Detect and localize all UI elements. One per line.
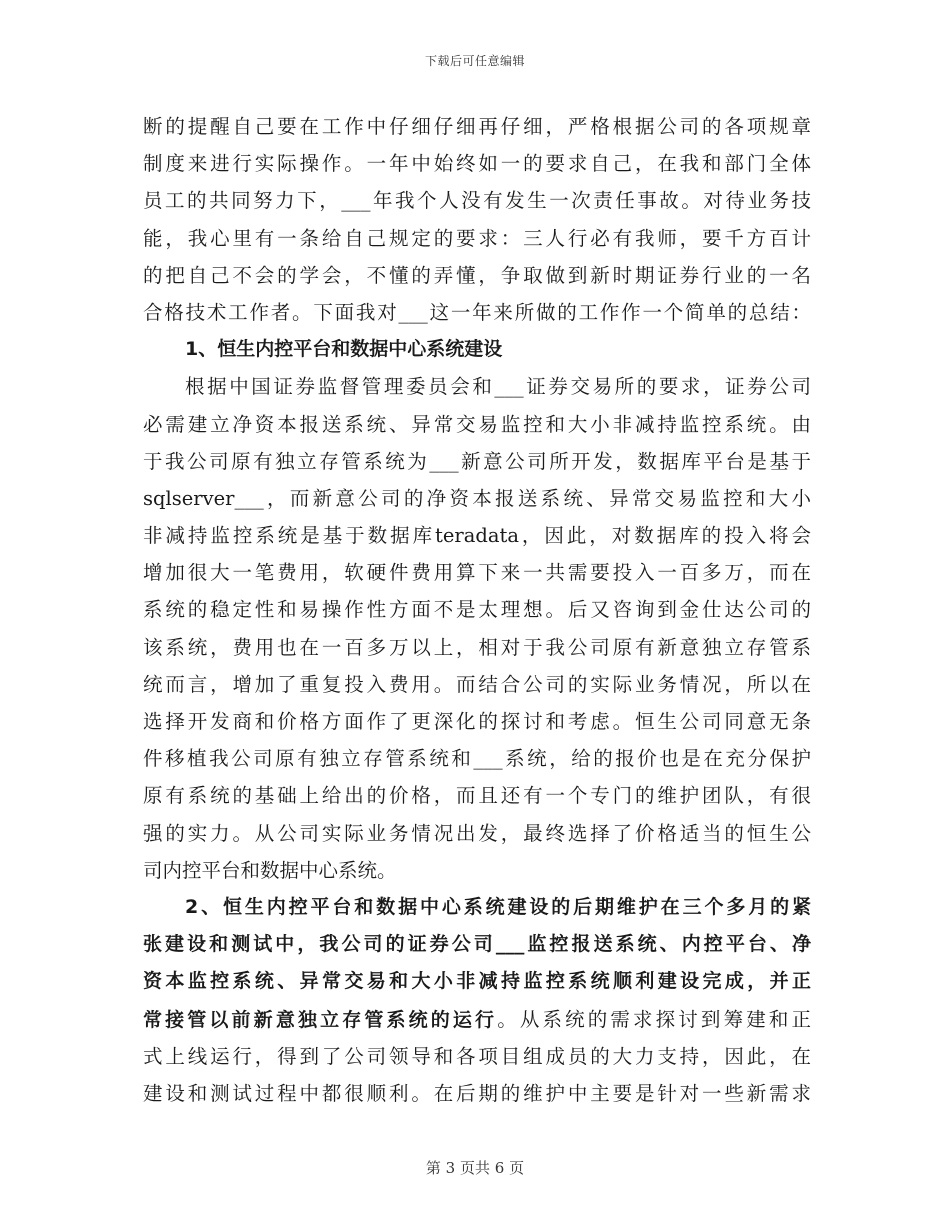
body-text: 。从系统的需求探讨到筹建和正 — [497, 1007, 811, 1031]
body-line: 能，我心里有一条给自己规定的要求：三人行必有我师，要千方百计 — [143, 226, 811, 250]
section-heading-1: 1、恒生内控平台和数据中心系统建设 — [185, 338, 503, 361]
body-line: 式上线运行，得到了公司领导和各项目组成员的大力支持，因此，在 — [143, 1044, 811, 1068]
document-body — [143, 108, 811, 1112]
section-heading-2-cont: 张建设和测试中，我公司的证券公司___监控报送系统、内控平台、净 — [143, 933, 811, 956]
page-header-note: 下载后可任意编辑 — [424, 54, 525, 68]
body-line: 原有系统的基础上给出的价格，而且还有一个专门的维护团队，有很 — [143, 784, 811, 808]
body-line: 该系统，费用也在一百多万以上，相对于我公司原有新意独立存管系 — [143, 635, 811, 659]
body-line: 制度来进行实际操作。一年中始终如一的要求自己，在我和部门全体 — [143, 152, 811, 176]
section-heading-2: 2、恒生内控平台和数据中心系统建设的后期维护在三个多月的紧 — [185, 895, 811, 918]
body-line: 系统的稳定性和易操作性方面不是太理想。后又咨询到金仕达公司的 — [143, 598, 811, 622]
body-line: 合格技术工作者。下面我对___这一年来所做的工作作一个简单的总结： — [143, 300, 811, 324]
body-line: sqlserver___，而新意公司的净资本报送系统、异常交易监控和大小 — [143, 486, 811, 510]
section-heading-2-end: 常接管以前新意独立存管系统的运行 — [143, 1008, 498, 1031]
page-footer-note: 第 3 页共 6 页 — [425, 1159, 525, 1177]
body-line: 建设和测试过程中都很顺利。在后期的维护中主要是针对一些新需求 — [143, 1081, 811, 1105]
body-line: 强的实力。从公司实际业务情况出发，最终选择了价格适当的恒生公 — [143, 821, 811, 845]
body-line: 选择开发商和价格方面作了更深化的探讨和考虑。恒生公司同意无条 — [143, 710, 811, 733]
body-line: 非减持监控系统是基于数据库teradata，因此，对数据库的投入将会 — [143, 524, 811, 548]
body-line: 于我公司原有独立存管系统为___新意公司所开发，数据库平台是基于 — [143, 449, 811, 473]
body-line: 员工的共同努力下，___年我个人没有发生一次责任事故。对待业务技 — [143, 189, 811, 213]
body-line: 的把自己不会的学会，不懂的弄懂，争取做到新时期证券行业的一名 — [143, 263, 811, 287]
body-line: 根据中国证券监督管理委员会和___证券交易所的要求，证券公司 — [185, 375, 811, 399]
section-heading-2-cont: 资本监控系统、异常交易和大小非减持监控系统顺利建设完成，并正 — [143, 970, 811, 993]
body-line: 件移植我公司原有独立存管系统和___系统，给的报价也是在充分保护 — [143, 747, 811, 771]
body-line: 断的提醒自己要在工作中仔细仔细再仔细，严格根据公司的各项规章 — [143, 115, 811, 138]
body-line: 司内控平台和数据中心系统。 — [143, 858, 397, 882]
body-line: 必需建立净资本报送系统、异常交易监控和大小非减持监控系统。由 — [143, 412, 811, 436]
body-line: 增加很大一笔费用，软硬件费用算下来一共需要投入一百多万，而在 — [143, 561, 811, 585]
body-line-mixed — [143, 1001, 811, 1038]
body-line: 统而言，增加了重复投入费用。而结合公司的实际业务情况，所以在 — [143, 672, 811, 696]
